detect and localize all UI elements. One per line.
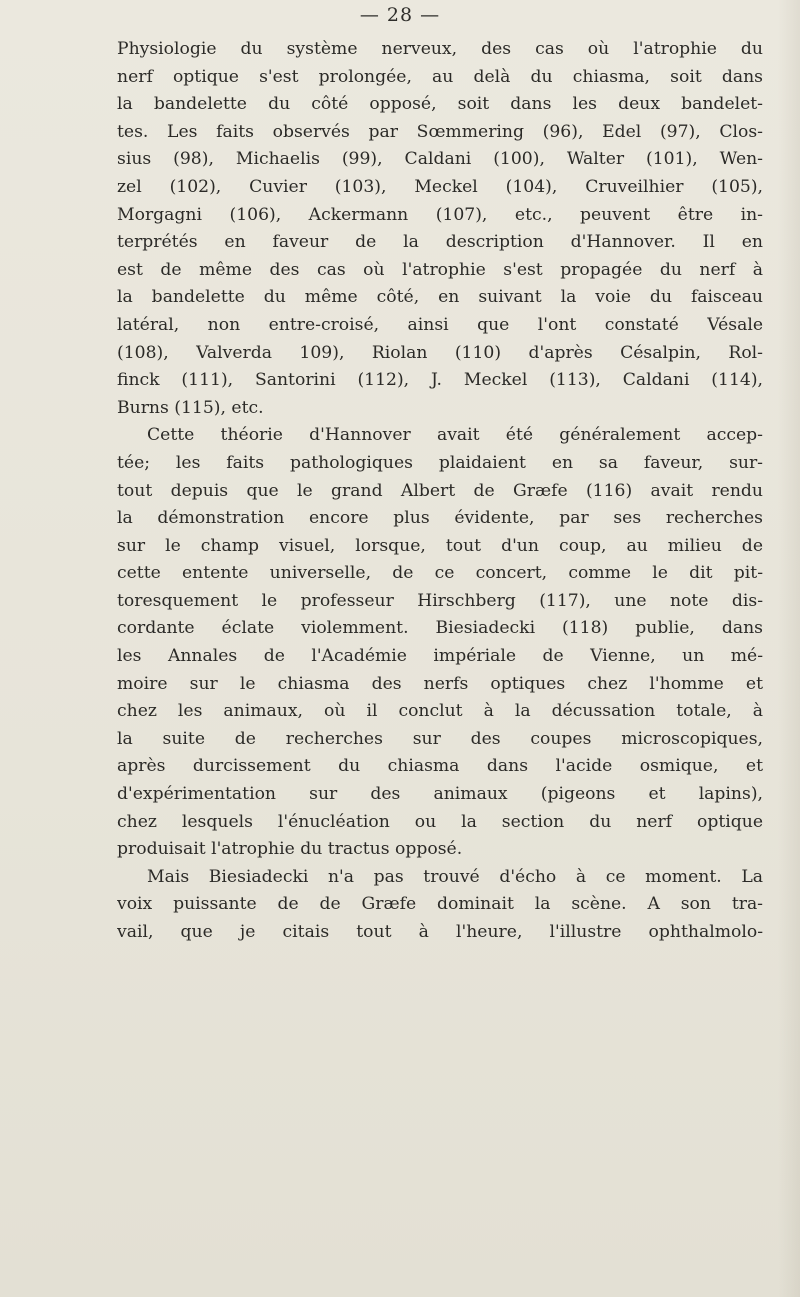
text-line: est de même des cas où l'atrophie s'est propagée du nerf à [117, 259, 763, 280]
text-line: après durcissement du chiasma dans l'acide osmique, et [117, 756, 763, 777]
text-line: cette entente universelle, de ce concert, comme le dit pit- [117, 563, 763, 584]
text-line: tes. Les faits observés par Sœmmering (96), Edel (97), Clos- [117, 121, 763, 142]
text-line: la bandelette du même côté, en suivant la voie du faisceau [117, 287, 763, 308]
text-line: toresquement le professeur Hirschberg (117), une note dis- [117, 590, 763, 611]
text-line: la bandelette du côté opposé, soit dans les deux bandelet- [117, 94, 763, 115]
paragraph-3 [117, 864, 763, 947]
page-number: — 28 — [359, 4, 441, 26]
text-line: d'expérimentation sur des animaux (pigeons et lapins), [117, 784, 763, 805]
paragraph-1 [117, 36, 763, 422]
text-line: tout depuis que le grand Albert de Græfe (116) avait rendu [117, 480, 763, 501]
paragraph-2 [117, 422, 763, 864]
text-line: moire sur le chiasma des nerfs optiques chez l'homme et [117, 673, 763, 694]
text-line: la démonstration encore plus évidente, par ses recherches [117, 508, 763, 529]
text-line: finck (111), Santorini (112), J. Meckel (113), Caldani (114), [117, 370, 763, 391]
text-line: Physiologie du système nerveux, des cas où l'atrophie du [117, 39, 763, 59]
text-line: terprétés en faveur de la description d'Hannover. Il en [117, 232, 763, 253]
body-text [117, 36, 763, 947]
text-line: Morgagni (106), Ackermann (107), etc., peuvent être in- [117, 204, 763, 225]
text-line: cordante éclate violemment. Biesiadecki (118) publie, dans [117, 618, 763, 639]
text-line: Burns (115), etc. [117, 397, 264, 418]
text-line: latéral, non entre-croisé, ainsi que l'ont constaté Vésale [117, 314, 763, 335]
text-line: voix puissante de de Græfe dominait la scène. A son tra- [117, 894, 763, 915]
text-line: les Annales de l'Académie impériale de Vienne, un mé- [117, 646, 763, 667]
text-line: produisait l'atrophie du tractus opposé. [117, 839, 463, 860]
text-line: chez les animaux, où il conclut à la décussation totale, à [117, 701, 763, 722]
text-line: vail, que je citais tout à l'heure, l'illustre ophthalmolo- [117, 922, 763, 942]
text-line: la suite de recherches sur des coupes microscopiques, [117, 728, 763, 749]
text-line: Cette théorie d'Hannover avait été généralement accep- [147, 425, 763, 446]
text-line: chez lesquels l'énucléation ou la section du nerf optique [117, 811, 763, 832]
text-line: zel (102), Cuvier (103), Meckel (104), Cruveilhier (105), [117, 176, 763, 197]
text-line: sur le champ visuel, lorsque, tout d'un coup, au milieu de [117, 535, 763, 556]
text-line: nerf optique s'est prolongée, au delà du chiasma, soit dans [117, 66, 763, 87]
text-line: (108), Valverda 109), Riolan (110) d'après Césalpin, Rol- [117, 342, 763, 363]
text-line: tée; les faits pathologiques plaidaient en sa faveur, sur- [117, 452, 763, 473]
page-edge-shadow [778, 0, 800, 1297]
text-line: Mais Biesiadecki n'a pas trouvé d'écho à ce moment. La [147, 866, 763, 887]
text-line: sius (98), Michaelis (99), Caldani (100), Walter (101), Wen- [117, 149, 763, 170]
